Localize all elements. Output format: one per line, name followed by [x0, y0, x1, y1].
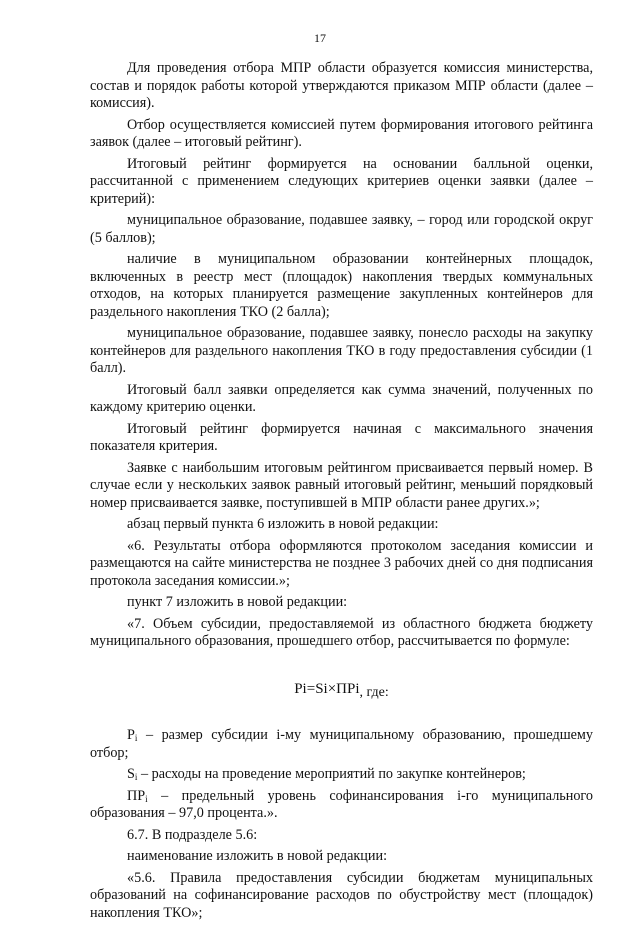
page-number: 17 [314, 31, 326, 45]
paragraph: 6.7. В подразделе 5.6: [127, 826, 258, 843]
paragraph: Итоговый рейтинг формируется на основании балльной оценки, рассчитанной с применением следующих критериев оценки заявки (далее – критерий): [90, 155, 593, 207]
formula-where: , где: [359, 684, 389, 700]
paragraph: Для проведения отбора МПР области образуется комиссия министерства, состав и порядок работы которой утверждаются приказом МПР области (далее – комиссия). [90, 60, 593, 111]
criterion-item: муниципальное образование, подавшее заявку, понесло расходы на закупку контейнеров для раздельного накопления ТКО в году предоставления субсидии (1 балл). [90, 325, 593, 376]
definition-text: – предельный уровень софинансирования i-го муниципального образования – 97,0 процента.». [90, 787, 593, 821]
definition-text: – расходы на проведение мероприятий по закупке контейнеров; [137, 766, 526, 782]
definition-symbol: ПР [127, 787, 146, 804]
definition-symbol: P [127, 727, 135, 743]
paragraph: «7. Объем субсидии, предоставляемой из областного бюджета бюджету муниципального образования, прошедшего отбор, рассчитывается по формуле: [90, 615, 593, 649]
definition [90, 788, 593, 823]
definition-symbol: S [127, 766, 135, 782]
paragraph: абзац первый пункта 6 изложить в новой редакции: [127, 516, 439, 532]
paragraph: Итоговый балл заявки определяется как сумма значений, полученных по каждому критерию оценки. [90, 381, 593, 415]
paragraph: пункт 7 изложить в новой редакции: [127, 594, 348, 610]
formula-expression: Pi=Si×ПPi [294, 680, 360, 697]
criterion-item: муниципальное образование, подавшее заявку, – город или городской округ (5 баллов); [90, 212, 593, 246]
paragraph: «6. Результаты отбора оформляются протоколом заседания комиссии и размещаются на сайте министерства не позднее 3 рабочих дней со дня подписания протокола заседания комиссии.»; [90, 537, 593, 589]
paragraph: Заявке с наибольшим итоговым рейтингом присваивается первый номер. В случае если у нескольких заявок равный итоговый рейтинг, меньший порядковый номер присваивается заявке, поступившей в МПР области ранее других.»; [90, 459, 593, 511]
paragraph: Отбор осуществляется комиссией путем формирования итогового рейтинга заявок (далее – итоговый рейтинг). [90, 116, 593, 150]
definition [90, 766, 593, 784]
document-body [90, 60, 593, 926]
paragraph: Итоговый рейтинг формируется начиная с максимального значения показателя критерия. [90, 420, 593, 454]
paragraph: «5.6. Правила предоставления субсидии бюджетам муниципальных образований на софинансирование расходов по обустройству мест (площадок) накопления ТКО»; [90, 869, 593, 921]
definition-subscript: i [134, 733, 138, 743]
criterion-item: наличие в муниципальном образовании контейнерных площадок, включенных в реестр мест (площадок) накопления твердых коммунальных отходов, на которых планируется размещение закупленных контейнеров для раздельного накопления ТКО (2 балла); [90, 251, 593, 320]
definition-subscript: i [134, 772, 138, 782]
definition-subscript: i [145, 793, 148, 804]
definition-text: – размер субсидии i-му муниципальному образованию, прошедшему отбор; [90, 727, 593, 761]
paragraph: наименование изложить в новой редакции: [127, 848, 388, 864]
subsidy-formula [90, 681, 593, 699]
definition [90, 727, 593, 762]
